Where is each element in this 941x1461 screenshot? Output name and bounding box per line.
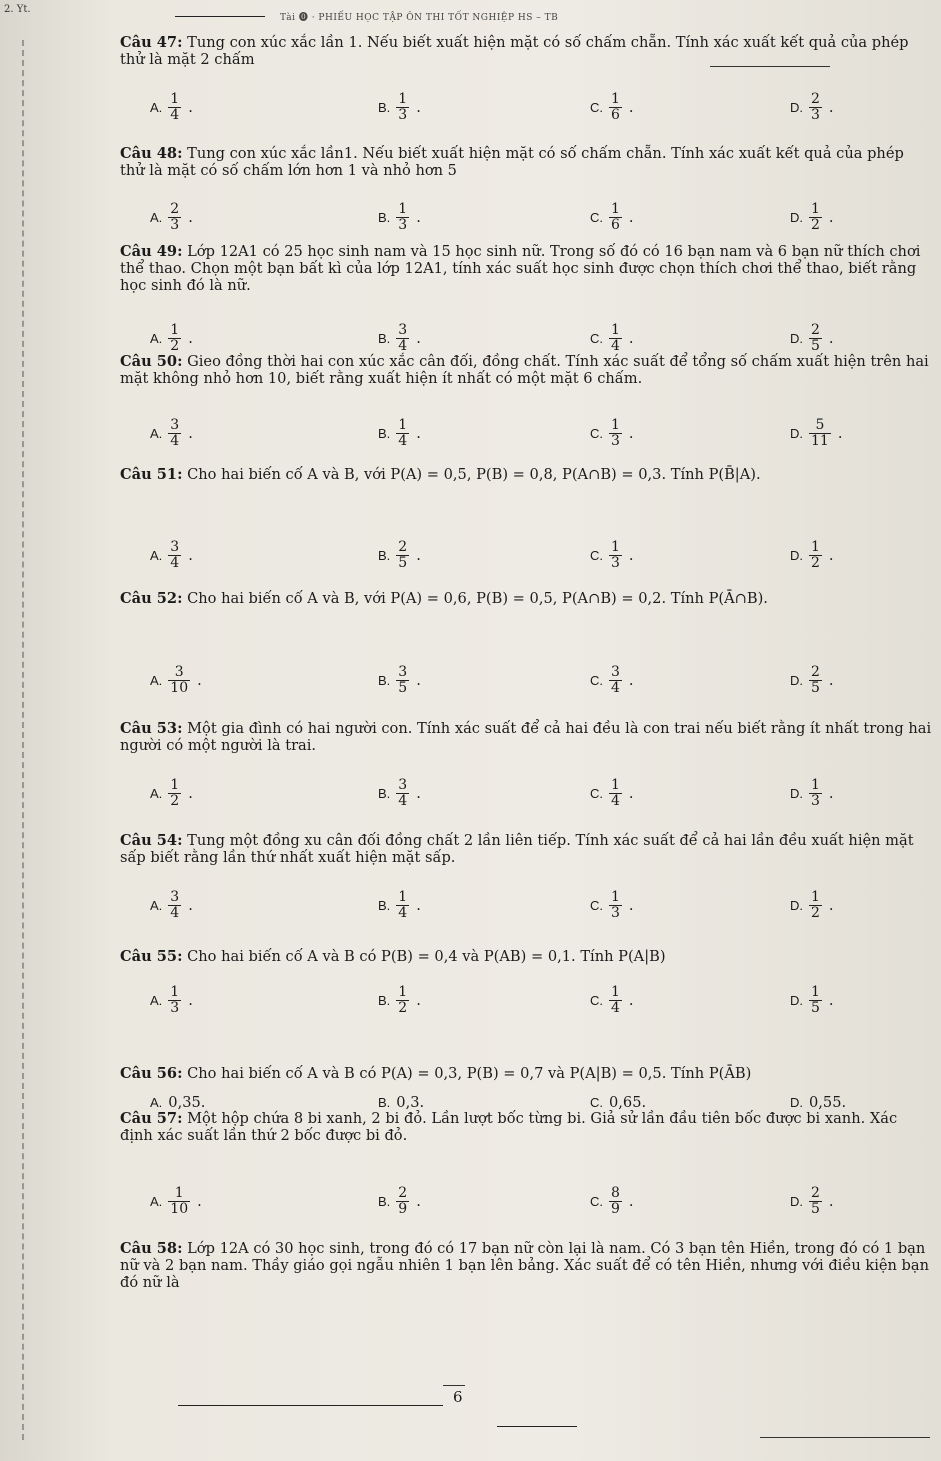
fraction-denominator: 4 bbox=[398, 793, 408, 809]
option-fraction bbox=[168, 778, 181, 809]
option-value: 0,35. bbox=[168, 1094, 206, 1111]
answer-option-d bbox=[790, 418, 842, 449]
fraction-denominator: 3 bbox=[811, 107, 820, 123]
answer-option-c bbox=[590, 202, 634, 233]
footer-rule-left bbox=[178, 1405, 443, 1406]
answer-option-a bbox=[150, 202, 193, 233]
fraction-numerator: 1 bbox=[611, 201, 620, 217]
fraction-denominator: 9 bbox=[611, 1201, 620, 1217]
header-rule bbox=[175, 16, 265, 17]
answer-option-a bbox=[150, 1094, 205, 1111]
option-fraction bbox=[809, 540, 822, 571]
fraction-denominator: 4 bbox=[398, 338, 408, 354]
answer-option-a bbox=[150, 323, 193, 354]
option-fraction bbox=[809, 1186, 822, 1217]
option-label: A. bbox=[150, 993, 163, 1008]
option-label: A. bbox=[150, 673, 163, 688]
option-period: . bbox=[416, 785, 421, 802]
fraction-denominator: 2 bbox=[811, 217, 820, 233]
question-53 bbox=[120, 720, 932, 754]
fraction-denominator: 6 bbox=[611, 107, 620, 123]
option-period: . bbox=[828, 672, 834, 689]
fraction-denominator: 3 bbox=[398, 107, 408, 123]
fraction-numerator: 1 bbox=[611, 91, 620, 107]
option-label: D. bbox=[790, 786, 803, 801]
answer-option-d bbox=[790, 540, 834, 571]
answer-option-d bbox=[790, 202, 834, 233]
option-period: . bbox=[828, 785, 834, 802]
option-period: . bbox=[188, 992, 193, 1009]
fraction-numerator: 1 bbox=[170, 777, 180, 793]
option-fraction bbox=[609, 202, 622, 233]
option-fraction bbox=[609, 323, 622, 354]
fraction-denominator: 10 bbox=[170, 680, 189, 696]
page-number: 6 bbox=[453, 1388, 463, 1406]
question-text: Lớp 12A có 30 học sinh, trong đó có 17 bạn nữ còn lại là nam. Có 3 bạn tên Hiền, trong đó có 1 bạn nữ và 2 bạn nam. Thầy giáo gọi ngẫu nhiên 1 bạn lên bảng. Xác suất để có tên Hiền, nhưng với điều kiện bạn đó nữ là bbox=[120, 1240, 929, 1291]
option-fraction bbox=[609, 778, 622, 809]
answer-option-a bbox=[150, 778, 193, 809]
answer-option-c bbox=[590, 92, 634, 123]
fraction-denominator: 4 bbox=[170, 555, 180, 571]
option-fraction bbox=[396, 985, 409, 1016]
option-fraction bbox=[168, 890, 181, 921]
question-text: Tung con xúc xắc lần1. Nếu biết xuất hiện mặt có số chấm chẵn. Tính xác xuất kết quả của phép thử là mặt có số chấm lớn hơn 1 và nhỏ hơn 5 bbox=[120, 145, 904, 179]
answer-option-c bbox=[590, 540, 634, 571]
option-label: D. bbox=[790, 331, 803, 346]
option-fraction bbox=[609, 540, 622, 571]
option-label: D. bbox=[790, 100, 803, 115]
option-period: . bbox=[188, 209, 193, 226]
option-period: . bbox=[837, 425, 843, 442]
option-period: . bbox=[628, 992, 634, 1009]
fraction-denominator: 3 bbox=[611, 905, 620, 921]
fraction-numerator: 1 bbox=[811, 984, 820, 1000]
option-label: C. bbox=[590, 331, 603, 346]
answer-option-d bbox=[790, 985, 834, 1016]
fraction-denominator: 5 bbox=[398, 555, 408, 571]
option-fraction bbox=[809, 665, 822, 696]
option-fraction bbox=[396, 92, 409, 123]
option-fraction bbox=[168, 1186, 190, 1217]
option-label: B. bbox=[378, 1194, 391, 1209]
option-label: D. bbox=[790, 548, 803, 563]
fraction-denominator: 5 bbox=[811, 1201, 820, 1217]
question-text: Lớp 12A1 có 25 học sinh nam và 15 học sinh nữ. Trong số đó có 16 bạn nam và 6 bạn nữ thích chơi thể thao. Chọn một bạn bất kì của lớp 12A1, tính xác suất học sinh được chọn thích chơi thể thao, biết rằng học sinh đó là nữ. bbox=[120, 243, 921, 294]
option-fraction bbox=[168, 202, 181, 233]
answer-option-c bbox=[590, 985, 634, 1016]
fraction-denominator: 5 bbox=[398, 680, 408, 696]
option-label: D. bbox=[790, 210, 803, 225]
question-52 bbox=[120, 590, 932, 607]
question-number: Câu 53: bbox=[120, 720, 183, 737]
option-label: C. bbox=[590, 673, 603, 688]
fraction-numerator: 1 bbox=[611, 539, 620, 555]
question-text: Một gia đình có hai người con. Tính xác suất để cả hai đều là con trai nếu biết rằng ít nhất trong hai người có một người là trai. bbox=[120, 720, 932, 754]
option-period: . bbox=[828, 209, 834, 226]
fraction-numerator: 1 bbox=[611, 322, 620, 338]
option-label: C. bbox=[590, 426, 603, 441]
fraction-numerator: 1 bbox=[611, 889, 620, 905]
fraction-numerator: 1 bbox=[398, 201, 408, 217]
answer-option-b bbox=[378, 92, 421, 123]
fraction-numerator: 1 bbox=[611, 417, 620, 433]
option-label: D. bbox=[790, 1095, 803, 1110]
question-number: Câu 52: bbox=[120, 590, 183, 607]
answer-option-d bbox=[790, 92, 834, 123]
option-period: . bbox=[416, 1193, 421, 1210]
answer-option-a bbox=[150, 985, 193, 1016]
fraction-numerator: 2 bbox=[811, 664, 820, 680]
option-fraction bbox=[809, 202, 822, 233]
question-number: Câu 56: bbox=[120, 1065, 183, 1082]
fraction-numerator: 1 bbox=[611, 984, 620, 1000]
option-fraction bbox=[609, 418, 622, 449]
answer-option-b bbox=[378, 540, 421, 571]
fraction-denominator: 4 bbox=[170, 905, 180, 921]
fraction-denominator: 5 bbox=[811, 1000, 820, 1016]
option-value: 0,65. bbox=[609, 1094, 647, 1111]
fraction-numerator: 1 bbox=[611, 777, 620, 793]
option-label: C. bbox=[590, 548, 603, 563]
answer-option-b bbox=[378, 1094, 424, 1111]
answer-option-a bbox=[150, 92, 193, 123]
fraction-denominator: 4 bbox=[398, 905, 408, 921]
fraction-denominator: 9 bbox=[398, 1201, 408, 1217]
option-period: . bbox=[188, 425, 193, 442]
option-fraction bbox=[609, 985, 622, 1016]
option-fraction bbox=[609, 890, 622, 921]
option-label: B. bbox=[378, 548, 391, 563]
question-text: Gieo đồng thời hai con xúc xắc cân đối, đồng chất. Tính xác suất để tổng số chấm xuất hiện trên hai mặt không nhỏ hơn 10, biết rằng xuất hiện ít nhất có một mặt 6 chấm. bbox=[120, 353, 929, 387]
option-label: D. bbox=[790, 898, 803, 913]
footer-rule-far-right bbox=[760, 1437, 930, 1438]
option-label: B. bbox=[378, 331, 391, 346]
option-label: C. bbox=[590, 210, 603, 225]
fraction-numerator: 3 bbox=[398, 322, 408, 338]
option-period: . bbox=[188, 897, 193, 914]
option-label: C. bbox=[590, 100, 603, 115]
fraction-numerator: 3 bbox=[170, 417, 180, 433]
question-number: Câu 54: bbox=[120, 832, 183, 849]
option-period: . bbox=[197, 1193, 202, 1210]
question-47 bbox=[120, 34, 932, 68]
question-49 bbox=[120, 243, 932, 294]
fraction-numerator: 3 bbox=[170, 539, 180, 555]
option-label: C. bbox=[590, 898, 603, 913]
question-number: Câu 57: bbox=[120, 1110, 183, 1127]
option-period: . bbox=[828, 99, 834, 116]
fraction-numerator: 1 bbox=[170, 984, 180, 1000]
option-fraction bbox=[168, 540, 181, 571]
fraction-denominator: 3 bbox=[170, 217, 180, 233]
question-number: Câu 48: bbox=[120, 145, 183, 162]
fraction-numerator: 2 bbox=[170, 201, 180, 217]
answer-option-a bbox=[150, 540, 193, 571]
option-period: . bbox=[828, 897, 834, 914]
question-text: Cho hai biến cố A và B có P(B) = 0,4 và P(AB) = 0,1. Tính P(A|B) bbox=[187, 948, 666, 965]
answer-option-b bbox=[378, 890, 421, 921]
answer-option-c bbox=[590, 1094, 646, 1111]
option-period: . bbox=[628, 547, 634, 564]
answer-option-b bbox=[378, 323, 421, 354]
answer-option-b bbox=[378, 665, 421, 696]
option-fraction bbox=[809, 418, 831, 449]
option-period: . bbox=[416, 992, 421, 1009]
option-label: C. bbox=[590, 1194, 603, 1209]
option-fraction bbox=[609, 1186, 622, 1217]
question-number: Câu 55: bbox=[120, 948, 183, 965]
option-label: A. bbox=[150, 210, 163, 225]
fraction-denominator: 4 bbox=[398, 433, 408, 449]
option-period: . bbox=[828, 992, 834, 1009]
fraction-denominator: 4 bbox=[611, 680, 620, 696]
option-label: A. bbox=[150, 1194, 163, 1209]
fraction-numerator: 1 bbox=[811, 201, 820, 217]
option-label: A. bbox=[150, 898, 163, 913]
fraction-numerator: 1 bbox=[398, 889, 408, 905]
fraction-denominator: 6 bbox=[611, 217, 620, 233]
fraction-numerator: 1 bbox=[170, 91, 180, 107]
option-label: A. bbox=[150, 548, 163, 563]
answer-option-a bbox=[150, 890, 193, 921]
option-fraction bbox=[809, 890, 822, 921]
option-label: A. bbox=[150, 786, 163, 801]
option-value: 0,3. bbox=[396, 1094, 425, 1111]
option-period: . bbox=[628, 330, 634, 347]
option-label: B. bbox=[378, 426, 391, 441]
option-period: . bbox=[188, 99, 193, 116]
fraction-numerator: 1 bbox=[811, 889, 820, 905]
option-period: . bbox=[628, 425, 634, 442]
question-text: Cho hai biến cố A và B có P(A) = 0,3, P(B) = 0,7 và P(A|B) = 0,5. Tính P(ĀB) bbox=[187, 1065, 752, 1082]
option-period: . bbox=[828, 547, 834, 564]
fraction-denominator: 3 bbox=[811, 793, 820, 809]
option-label: B. bbox=[378, 898, 391, 913]
answer-option-a bbox=[150, 1186, 202, 1217]
answer-option-b bbox=[378, 418, 421, 449]
fraction-denominator: 5 bbox=[811, 338, 820, 354]
fraction-denominator: 3 bbox=[611, 555, 620, 571]
question-number: Câu 47: bbox=[120, 34, 183, 51]
option-fraction bbox=[609, 665, 622, 696]
fraction-numerator: 5 bbox=[815, 417, 825, 433]
answer-option-d bbox=[790, 1094, 846, 1111]
fraction-denominator: 4 bbox=[611, 793, 620, 809]
fraction-numerator: 2 bbox=[811, 322, 820, 338]
option-label: D. bbox=[790, 993, 803, 1008]
option-label: B. bbox=[378, 786, 391, 801]
answer-option-b bbox=[378, 1186, 421, 1217]
option-label: B. bbox=[378, 210, 391, 225]
option-value: 0,55. bbox=[809, 1094, 847, 1111]
fraction-denominator: 2 bbox=[170, 793, 180, 809]
option-period: . bbox=[416, 330, 421, 347]
option-label: B. bbox=[378, 673, 391, 688]
question-57 bbox=[120, 1110, 932, 1144]
option-label: D. bbox=[790, 1194, 803, 1209]
option-fraction bbox=[168, 92, 181, 123]
option-period: . bbox=[188, 330, 193, 347]
question-text: Cho hai biến cố A và B, với P(A) = 0,6, P(B) = 0,5, P(A∩B) = 0,2. Tính P(Ā∩B). bbox=[187, 590, 768, 607]
option-fraction bbox=[809, 323, 822, 354]
option-label: A. bbox=[150, 1095, 163, 1110]
answer-option-c bbox=[590, 665, 634, 696]
option-label: A. bbox=[150, 331, 163, 346]
option-fraction bbox=[396, 778, 409, 809]
option-fraction bbox=[809, 92, 822, 123]
fraction-numerator: 2 bbox=[398, 539, 408, 555]
fraction-denominator: 3 bbox=[611, 433, 620, 449]
question-number: Câu 51: bbox=[120, 466, 183, 483]
question-54 bbox=[120, 832, 932, 866]
option-fraction bbox=[168, 418, 181, 449]
question-48 bbox=[120, 145, 932, 179]
fraction-numerator: 3 bbox=[398, 664, 408, 680]
page-header: Tài ⓿ · PHIẾU HỌC TẬP ÔN THI TỐT NGHIỆP HS – TB bbox=[280, 13, 559, 23]
question-number: Câu 50: bbox=[120, 353, 183, 370]
option-period: . bbox=[197, 672, 202, 689]
fraction-denominator: 3 bbox=[398, 217, 408, 233]
option-period: . bbox=[416, 547, 421, 564]
option-period: . bbox=[628, 672, 634, 689]
option-label: B. bbox=[378, 100, 391, 115]
question-50 bbox=[120, 353, 932, 387]
fraction-numerator: 1 bbox=[174, 1185, 184, 1201]
option-fraction bbox=[396, 665, 409, 696]
fraction-numerator: 1 bbox=[398, 984, 408, 1000]
page-number-rule bbox=[443, 1385, 465, 1386]
answer-option-d bbox=[790, 890, 834, 921]
fraction-numerator: 1 bbox=[170, 322, 180, 338]
fraction-numerator: 1 bbox=[398, 91, 408, 107]
question-number: Câu 49: bbox=[120, 243, 183, 260]
cut-line bbox=[22, 40, 24, 1440]
fraction-denominator: 2 bbox=[398, 1000, 408, 1016]
option-period: . bbox=[828, 330, 834, 347]
option-label: B. bbox=[378, 1095, 391, 1110]
question-51 bbox=[120, 466, 932, 483]
answer-option-b bbox=[378, 778, 421, 809]
option-label: B. bbox=[378, 993, 391, 1008]
option-period: . bbox=[628, 785, 634, 802]
option-fraction bbox=[396, 540, 409, 571]
option-period: . bbox=[188, 785, 193, 802]
answer-option-c bbox=[590, 418, 634, 449]
question-number: Câu 58: bbox=[120, 1240, 183, 1257]
answer-option-b bbox=[378, 985, 421, 1016]
option-fraction bbox=[609, 92, 622, 123]
option-fraction bbox=[809, 778, 822, 809]
answer-option-a bbox=[150, 418, 193, 449]
fraction-denominator: 4 bbox=[170, 433, 180, 449]
option-fraction bbox=[396, 1186, 409, 1217]
fraction-numerator: 8 bbox=[611, 1185, 620, 1201]
option-label: C. bbox=[590, 993, 603, 1008]
option-period: . bbox=[628, 99, 634, 116]
fraction-denominator: 10 bbox=[170, 1201, 189, 1217]
option-fraction bbox=[168, 985, 181, 1016]
corner-mark: 2. Yt. bbox=[4, 4, 31, 15]
option-label: A. bbox=[150, 426, 163, 441]
option-fraction bbox=[396, 323, 409, 354]
answer-option-d bbox=[790, 665, 834, 696]
option-period: . bbox=[416, 672, 421, 689]
answer-option-c bbox=[590, 323, 634, 354]
fraction-numerator: 3 bbox=[174, 664, 184, 680]
fraction-denominator: 2 bbox=[811, 905, 820, 921]
answer-option-d bbox=[790, 323, 834, 354]
fraction-numerator: 2 bbox=[398, 1185, 408, 1201]
fraction-numerator: 3 bbox=[611, 664, 620, 680]
question-55 bbox=[120, 948, 932, 965]
footer-rule-right bbox=[497, 1426, 577, 1427]
option-label: C. bbox=[590, 786, 603, 801]
fraction-denominator: 4 bbox=[170, 107, 180, 123]
fraction-numerator: 3 bbox=[170, 889, 180, 905]
answer-option-b bbox=[378, 202, 421, 233]
option-period: . bbox=[628, 897, 634, 914]
question-56 bbox=[120, 1065, 932, 1082]
fraction-numerator: 1 bbox=[811, 777, 820, 793]
option-fraction bbox=[396, 418, 409, 449]
option-period: . bbox=[828, 1193, 834, 1210]
option-fraction bbox=[168, 323, 181, 354]
fraction-denominator: 4 bbox=[611, 1000, 620, 1016]
question-text: Tung một đồng xu cân đối đồng chất 2 lần liên tiếp. Tính xác suất để cả hai lần đều xuất hiện mặt sấp biết rằng lần thứ nhất xuất hiện mặt sấp. bbox=[120, 832, 914, 866]
option-period: . bbox=[416, 425, 421, 442]
fraction-denominator: 4 bbox=[611, 338, 620, 354]
answer-option-c bbox=[590, 890, 634, 921]
option-period: . bbox=[628, 1193, 634, 1210]
question-58 bbox=[120, 1240, 932, 1291]
option-period: . bbox=[628, 209, 634, 226]
answer-option-d bbox=[790, 1186, 834, 1217]
fraction-denominator: 3 bbox=[170, 1000, 180, 1016]
question-text: Một hộp chứa 8 bi xanh, 2 bi đỏ. Lần lượt bốc từng bi. Giả sử lần đầu tiên bốc được bi xanh. Xác định xác suất lần thứ 2 bốc được bi đỏ. bbox=[120, 1110, 898, 1144]
option-label: A. bbox=[150, 100, 163, 115]
option-label: D. bbox=[790, 673, 803, 688]
option-fraction bbox=[809, 985, 822, 1016]
fraction-numerator: 2 bbox=[811, 91, 820, 107]
fraction-denominator: 5 bbox=[811, 680, 820, 696]
option-fraction bbox=[396, 890, 409, 921]
option-fraction bbox=[168, 665, 190, 696]
fraction-denominator: 2 bbox=[170, 338, 180, 354]
option-period: . bbox=[416, 897, 421, 914]
option-label: D. bbox=[790, 426, 803, 441]
answer-option-c bbox=[590, 1186, 634, 1217]
fraction-numerator: 1 bbox=[398, 417, 408, 433]
fraction-denominator: 11 bbox=[811, 433, 829, 449]
answer-option-a bbox=[150, 665, 202, 696]
option-period: . bbox=[188, 547, 193, 564]
option-label: C. bbox=[590, 1095, 603, 1110]
option-fraction bbox=[396, 202, 409, 233]
answer-option-c bbox=[590, 778, 634, 809]
fraction-numerator: 2 bbox=[811, 1185, 820, 1201]
question-text: Cho hai biến cố A và B, với P(A) = 0,5, P(B) = 0,8, P(A∩B) = 0,3. Tính P(B̄|A). bbox=[187, 466, 761, 483]
option-period: . bbox=[416, 99, 421, 116]
fraction-numerator: 3 bbox=[398, 777, 408, 793]
option-period: . bbox=[416, 209, 421, 226]
fraction-numerator: 1 bbox=[811, 539, 820, 555]
question-text: Tung con xúc xắc lần 1. Nếu biết xuất hiện mặt có số chấm chẵn. Tính xác xuất kết quả của phép thử là mặt 2 chấm bbox=[120, 34, 909, 68]
fraction-denominator: 2 bbox=[811, 555, 820, 571]
answer-option-d bbox=[790, 778, 834, 809]
